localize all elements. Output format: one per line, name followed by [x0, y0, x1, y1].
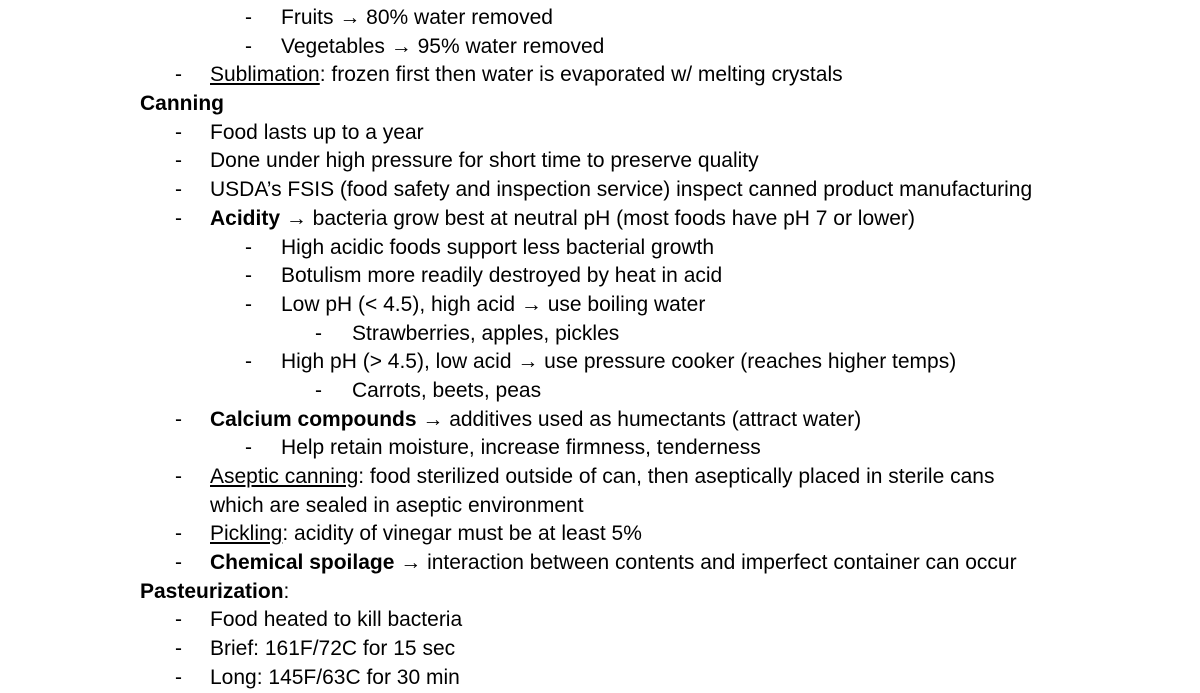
- term-sublimation: Sublimation: [210, 63, 320, 87]
- list-item-high-acidic: [0, 234, 1200, 263]
- item-text: Carrots, beets, peas: [352, 378, 542, 402]
- item-text: Food lasts up to a year: [210, 120, 424, 144]
- term-calcium-compounds: Calcium compounds: [210, 407, 417, 431]
- definition-text: → bacteria grow best at neutral pH (most foods have pH 7 or lower): [280, 206, 915, 230]
- item-text: Vegetables → 95% water removed: [281, 34, 605, 58]
- bullet-dash: -: [175, 465, 182, 488]
- item-text: Botulism more readily destroyed by heat in acid: [281, 264, 723, 288]
- bullet-dash: -: [175, 407, 182, 431]
- item-text: Long: 145F/63C for 30 min: [210, 665, 460, 689]
- item-text: Food heated to kill bacteria: [210, 608, 463, 632]
- term-pickling: Pickling: [210, 522, 283, 546]
- list-item-vegetables: [0, 33, 1200, 62]
- list-item-high-ph: [0, 348, 1200, 377]
- item-text: High acidic foods support less bacterial growth: [281, 235, 715, 259]
- bullet-dash: -: [245, 235, 252, 259]
- heading-colon: :: [283, 579, 290, 603]
- list-item-low-ph: [0, 291, 1200, 320]
- definition-text: : acidity of vinegar must be at least 5%: [282, 522, 642, 546]
- bullet-dash: -: [245, 436, 252, 460]
- list-item-long: [0, 664, 1200, 693]
- list-item-botulism: [0, 262, 1200, 291]
- item-text: Strawberries, apples, pickles: [352, 321, 620, 345]
- list-item-high-ph-examples: [0, 377, 1200, 406]
- list-item-low-ph-examples: [0, 320, 1200, 349]
- definition-text: : frozen first then water is evaporated w/ melting crystals: [319, 63, 843, 87]
- list-item-sublimation: [0, 61, 1200, 90]
- notes-document: [0, 4, 1200, 693]
- item-text: [210, 205, 915, 234]
- bullet-dash: -: [245, 350, 252, 374]
- bullet-dash: -: [175, 206, 182, 230]
- item-text: which are sealed in aseptic environment: [210, 493, 584, 517]
- list-item-calcium: [0, 406, 1200, 435]
- term-chemical-spoilage: Chemical spoilage: [210, 551, 395, 575]
- bullet-dash: -: [175, 522, 182, 546]
- bullet-dash: -: [245, 264, 252, 288]
- item-text: Brief: 161F/72C for 15 sec: [210, 637, 456, 661]
- item-text: [210, 549, 1017, 578]
- bullet-dash: -: [245, 34, 252, 58]
- item-text: [210, 463, 994, 492]
- list-item-acidity: [0, 205, 1200, 234]
- list-item-usda: [0, 176, 1200, 205]
- definition-text: : food sterilized outside of can, then aseptically placed in sterile cans: [358, 465, 995, 488]
- list-item-aseptic-continued: [0, 492, 1200, 521]
- item-text: Done under high pressure for short time to preserve quality: [210, 149, 759, 173]
- section-heading-pasteurization: [0, 578, 1200, 607]
- item-text: [210, 520, 642, 549]
- item-text: [210, 61, 843, 90]
- bullet-dash: -: [175, 637, 182, 661]
- bullet-dash: -: [175, 178, 182, 202]
- item-text: High pH (> 4.5), low acid → use pressure cooker (reaches higher temps): [281, 350, 957, 374]
- list-item-aseptic: [0, 463, 1200, 492]
- bullet-dash: -: [175, 551, 182, 575]
- bullet-dash: -: [245, 6, 252, 29]
- bullet-dash: -: [175, 149, 182, 173]
- bullet-dash: -: [175, 63, 182, 87]
- list-item-brief: [0, 635, 1200, 664]
- list-item-pickling: [0, 520, 1200, 549]
- list-item-calcium-sub: [0, 434, 1200, 463]
- bullet-dash: -: [245, 292, 252, 316]
- item-text: Help retain moisture, increase firmness, tenderness: [281, 436, 761, 460]
- term-aseptic-canning: Aseptic canning: [210, 465, 359, 488]
- section-heading-canning: [0, 90, 1200, 119]
- item-text: [210, 406, 861, 435]
- list-item-pressure: [0, 147, 1200, 176]
- item-text: Fruits → 80% water removed: [281, 6, 553, 29]
- definition-text: → additives used as humectants (attract water): [416, 407, 862, 431]
- item-text: Low pH (< 4.5), high acid → use boiling water: [281, 292, 706, 316]
- bullet-dash: -: [175, 608, 182, 632]
- item-text: USDA’s FSIS (food safety and inspection service) inspect canned product manufacturing: [210, 178, 1033, 202]
- list-item-chemical-spoilage: [0, 549, 1200, 578]
- bullet-dash: -: [315, 378, 322, 402]
- bullet-dash: -: [175, 665, 182, 689]
- term-acidity: Acidity: [210, 206, 281, 230]
- list-item-lasts: [0, 119, 1200, 148]
- heading-label: Pasteurization: [140, 579, 284, 603]
- list-item-heated: [0, 606, 1200, 635]
- heading-text: [140, 578, 289, 607]
- bullet-dash: -: [315, 321, 322, 345]
- bullet-dash: -: [175, 120, 182, 144]
- definition-text: → interaction between contents and imperfect container can occur: [394, 551, 1017, 575]
- heading-text: Canning: [140, 92, 224, 116]
- list-item-fruits: [0, 4, 1200, 33]
